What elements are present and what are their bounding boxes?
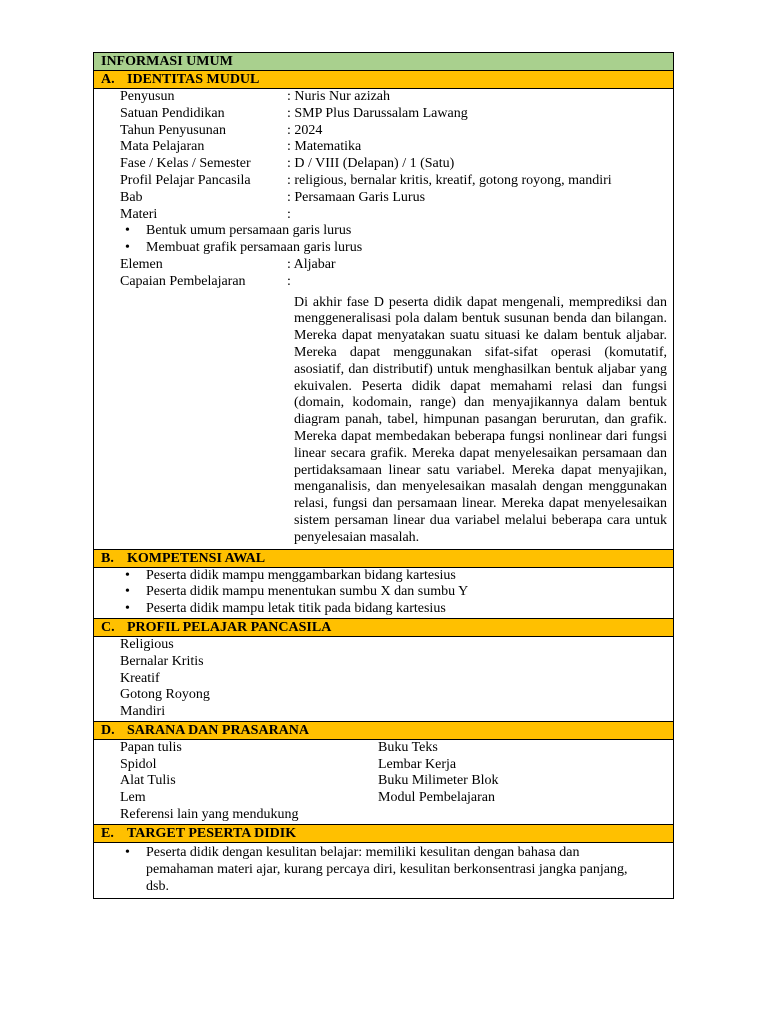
section-letter: A. (101, 72, 115, 87)
info-row-mata-pelajaran (94, 139, 673, 156)
info-label: Materi (120, 206, 158, 222)
section-title: IDENTITAS MUDUL (127, 72, 260, 87)
sarana-left-column (94, 740, 378, 824)
info-label: Capaian Pembelajaran (120, 273, 246, 289)
profil-item: Religious (120, 636, 174, 652)
info-value: : Matematika (287, 139, 362, 155)
section-header-target (94, 825, 673, 843)
info-label: Elemen (120, 256, 163, 272)
info-value: : (287, 273, 291, 289)
section-title: PROFIL PELAJAR PANCASILA (127, 619, 332, 635)
header-informasi-umum: INFORMASI UMUM (94, 53, 673, 71)
sarana-item: Buku Teks (378, 739, 438, 755)
info-label: Profil Pelajar Pancasila (120, 172, 251, 188)
section-title: TARGET PESERTA DIDIK (127, 825, 297, 841)
info-label: Satuan Pendidikan (120, 105, 225, 121)
info-value: : D / VIII (Delapan) / 1 (Satu) (287, 156, 455, 172)
info-row-elemen (94, 257, 673, 274)
section-letter: D. (101, 722, 115, 738)
info-label: Penyusun (120, 89, 175, 104)
modul-document (93, 52, 674, 899)
section-header-sarana (94, 722, 673, 740)
section-header-kompetensi (94, 550, 673, 568)
info-value: : Persamaan Garis Lurus (287, 189, 426, 205)
section-letter: C. (101, 619, 115, 635)
info-row-bab (94, 190, 673, 207)
info-row-capaian (94, 274, 673, 291)
info-value: : SMP Plus Darussalam Lawang (287, 105, 468, 121)
kompetensi-list-item: • Peserta didik mampu menentukan sumbu X dan sumbu Y (94, 584, 673, 601)
sarana-item: Papan tulis (120, 739, 182, 755)
section-letter: E. (101, 825, 114, 841)
info-value: : 2024 (287, 122, 323, 138)
info-row-materi (94, 207, 673, 224)
info-value: : Nuris Nur azizah (287, 89, 391, 104)
section-profil (94, 637, 673, 722)
capaian-pembelajaran-paragraph: Di akhir fase D peserta didik dapat mengenali, memprediksi dan menggeneralisasi pola dalam bentuk susunan benda dan bilangan. Mereka dapat menyatakan suatu situasi ke dalam bentuk aljabar. Mereka dapat menggunakan sifat-sifat operasi (komutatif, asosiatif, dan distributif) untuk menghasilkan bentuk aljabar yang ekuivalen. Peserta didik dapat memahami relasi dan fungsi (domain, kodomain, range) dan menyajikannya dalam bentuk diagram panah, tabel, himpunan pasangan berurutan, dan grafik. Mereka dapat membedakan beberapa fungsi nonlinear dari fungsi linear secara grafik. Mereka dapat menyelesaikan persamaan dan pertidaksamaan linear satu variabel. Mereka dapat menyajikan, menganalisis, dan menyelesaikan masalah dengan menggunakan relasi, fungsi dan persamaan linear. Mereka dapat menyelesaikan sistem persaman linear dua variabel melalui beberapa cara untuk penyelesaian masalah. (294, 294, 667, 545)
materi-list-item: • Membuat grafik persamaan garis lurus (94, 240, 673, 257)
profil-item: Mandiri (120, 704, 166, 720)
sarana-item: Lembar Kerja (378, 756, 457, 772)
profil-item: Gotong Royong (120, 687, 210, 703)
info-label: Fase / Kelas / Semester (120, 156, 251, 172)
section-target (94, 843, 673, 898)
section-identitas (94, 89, 673, 550)
section-header-identitas (94, 71, 673, 89)
sarana-item: Modul Pembelajaran (378, 790, 496, 806)
sarana-item: Buku Milimeter Blok (378, 773, 499, 789)
kompetensi-list-item: • Peserta didik mampu letak titik pada bidang kartesius (94, 601, 673, 618)
sarana-item: Lem (120, 790, 146, 806)
target-list-item: • Peserta didik dengan kesulitan belajar: memiliki kesulitan dengan bahasa dan pemahaman materi ajar, kurang percaya diri, kesulitan berkonsentrasi jangka panjang, dsb. (94, 843, 673, 898)
info-value: : Aljabar (287, 256, 336, 272)
info-label: Bab (120, 189, 143, 205)
profil-item: Bernalar Kritis (120, 653, 204, 669)
info-label: Tahun Penyusunan (120, 122, 226, 138)
info-row-penyusun (94, 89, 673, 106)
section-sarana (94, 740, 673, 825)
section-title: KOMPETENSI AWAL (127, 550, 266, 566)
section-header-profil (94, 619, 673, 637)
info-label: Mata Pelajaran (120, 139, 205, 155)
section-title: SARANA DAN PRASARANA (127, 722, 310, 738)
kompetensi-list-item: • Peserta didik mampu menggambarkan bidang kartesius (94, 568, 673, 585)
profil-item: Kreatif (120, 670, 160, 686)
info-row-satuan-pendidikan (94, 106, 673, 123)
info-row-tahun (94, 123, 673, 140)
info-value: : religious, bernalar kritis, kreatif, gotong royong, mandiri (287, 172, 612, 188)
sarana-item: Referensi lain yang mendukung (120, 807, 299, 823)
info-row-profil-pelajar (94, 173, 673, 190)
sarana-right-column (378, 740, 673, 824)
section-kompetensi (94, 568, 673, 619)
materi-list-item: • Bentuk umum persamaan garis lurus (94, 223, 673, 240)
sarana-item: Alat Tulis (120, 773, 176, 789)
info-value: : (287, 206, 291, 222)
section-letter: B. (101, 550, 114, 566)
info-row-fase-kelas (94, 156, 673, 173)
sarana-item: Spidol (120, 756, 157, 772)
